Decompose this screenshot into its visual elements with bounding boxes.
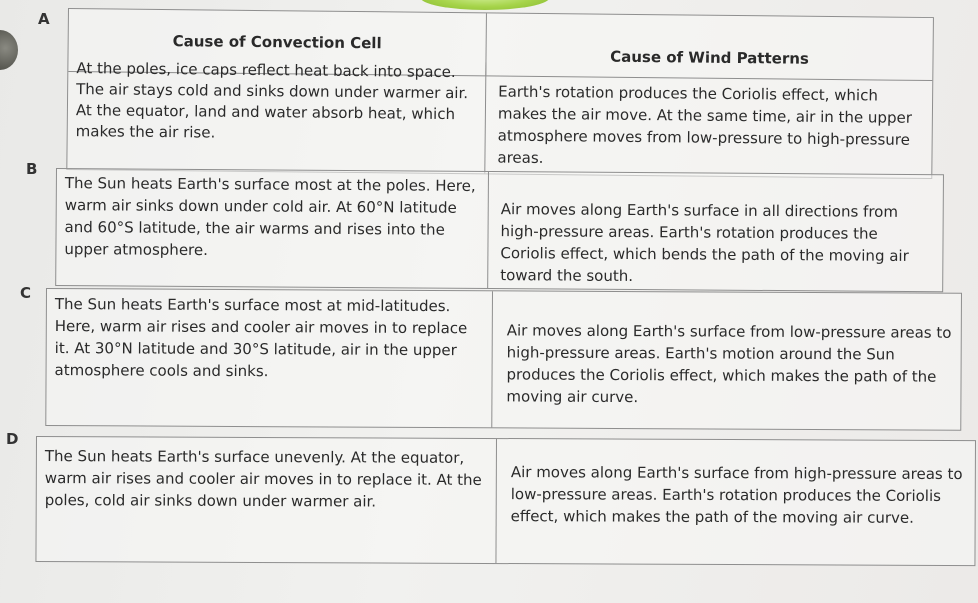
answer-row-d[interactable] xyxy=(35,436,976,566)
row-a-wind-text: Earth's rotation produces the Coriolis effect, which makes the air move. At the same time, air in the upper atmosphere moves from low-pressure to high-pressure areas. xyxy=(497,82,913,167)
answer-row-a[interactable] xyxy=(66,8,934,179)
answer-row-b[interactable] xyxy=(55,168,944,292)
row-d-wind-text: Air moves along Earth's surface from high-pressure areas to low-pressure areas. Earth's rotation produces the Coriolis effect, which makes the path of the moving air curve. xyxy=(510,463,963,527)
row-c-wind-text: Air moves along Earth's surface from low-pressure areas to high-pressure areas. Earth's motion around the Sun produces the Coriolis effect, which makes the path of the moving air curve. xyxy=(506,321,952,407)
row-b-wind-text: Air moves along Earth's surface in all directions from high-pressure areas. Earth's rotation produces the Coriolis effect, which bends the path of the moving air toward the south. xyxy=(500,200,909,286)
option-letter-c[interactable]: C xyxy=(20,284,32,302)
header-wind: Cause of Wind Patterns xyxy=(610,47,809,68)
row-b-convection-text: The Sun heats Earth's surface most at the poles. Here, warm air sinks down under cold air. At 60°N latitude and 60°S latitude, the air warms and rises into the upper atmosphere. xyxy=(56,169,489,288)
option-letter-b[interactable]: B xyxy=(26,160,38,178)
row-d-convection-text: The Sun heats Earth's surface unevenly. At the equator, warm air rises and cooler air moves in to replace it. At the poles, cold air sinks down under warmer air. xyxy=(36,437,497,563)
row-a-convection-text: At the poles, ice caps reflect heat back into space. The air stays cold and sinks down under warmer air. At the equator, land and water absorb heat, which makes the air rise. xyxy=(67,58,486,173)
answer-row-c[interactable] xyxy=(45,288,962,431)
option-letter-d[interactable]: D xyxy=(6,430,19,448)
option-letter-a[interactable]: A xyxy=(38,10,50,28)
row-c-convection-text: The Sun heats Earth's surface most at mid-latitudes. Here, warm air rises and cooler air moves in to replace it. At 30°N latitude and 30°S latitude, air in the upper atmosphere cools and sinks. xyxy=(46,289,493,427)
header-convection: Cause of Convection Cell xyxy=(68,9,487,75)
